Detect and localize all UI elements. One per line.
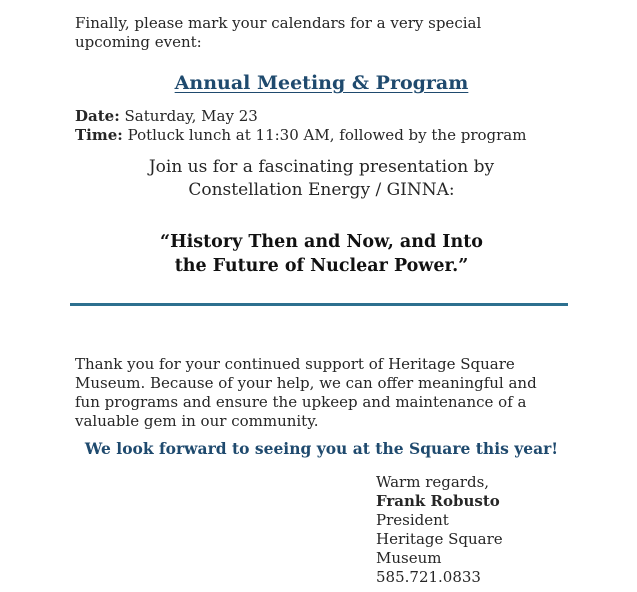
invitation-line-1: Join us for a fascinating presentation by — [148, 157, 495, 177]
invitation-text — [75, 156, 568, 202]
event-date-line — [75, 107, 568, 126]
signature-salutation: Warm regards, — [376, 473, 490, 491]
intro-paragraph: Finally, please mark your calendars for a very special upcoming event: — [75, 14, 482, 51]
time-value: Potluck lunch at 11:30 AM, followed by the program — [127, 126, 527, 144]
event-heading-link[interactable]: Annual Meeting & Program — [174, 72, 469, 94]
closing-line: We look forward to seeing you at the Square this year! — [84, 439, 559, 458]
presentation-title-line-1: “History Then and Now, and Into — [160, 232, 483, 252]
signature-title: President — [376, 511, 449, 529]
section-divider-rule — [70, 303, 568, 306]
invitation-line-2: Constellation Energy / GINNA: — [188, 180, 455, 200]
letter-content — [75, 14, 568, 587]
event-details — [75, 107, 568, 145]
signature-phone: 585.721.0833 — [376, 568, 481, 586]
signature-name: Frank Robusto — [376, 492, 500, 510]
date-value: Saturday, May 23 — [124, 107, 258, 125]
time-label: Time: — [75, 126, 123, 144]
presentation-title — [75, 230, 568, 278]
signature-block — [376, 473, 568, 587]
thanks-paragraph: Thank you for your continued support of Heritage Square Museum. Because of your help, we can offer meaningful and fun programs and ensure the upkeep and maintenance of a valuable gem in our community. — [75, 355, 537, 430]
presentation-title-line-2: the Future of Nuclear Power.” — [174, 256, 469, 276]
date-label: Date: — [75, 107, 120, 125]
event-time-line — [75, 126, 568, 145]
signature-organization: Heritage Square Museum — [376, 530, 503, 567]
